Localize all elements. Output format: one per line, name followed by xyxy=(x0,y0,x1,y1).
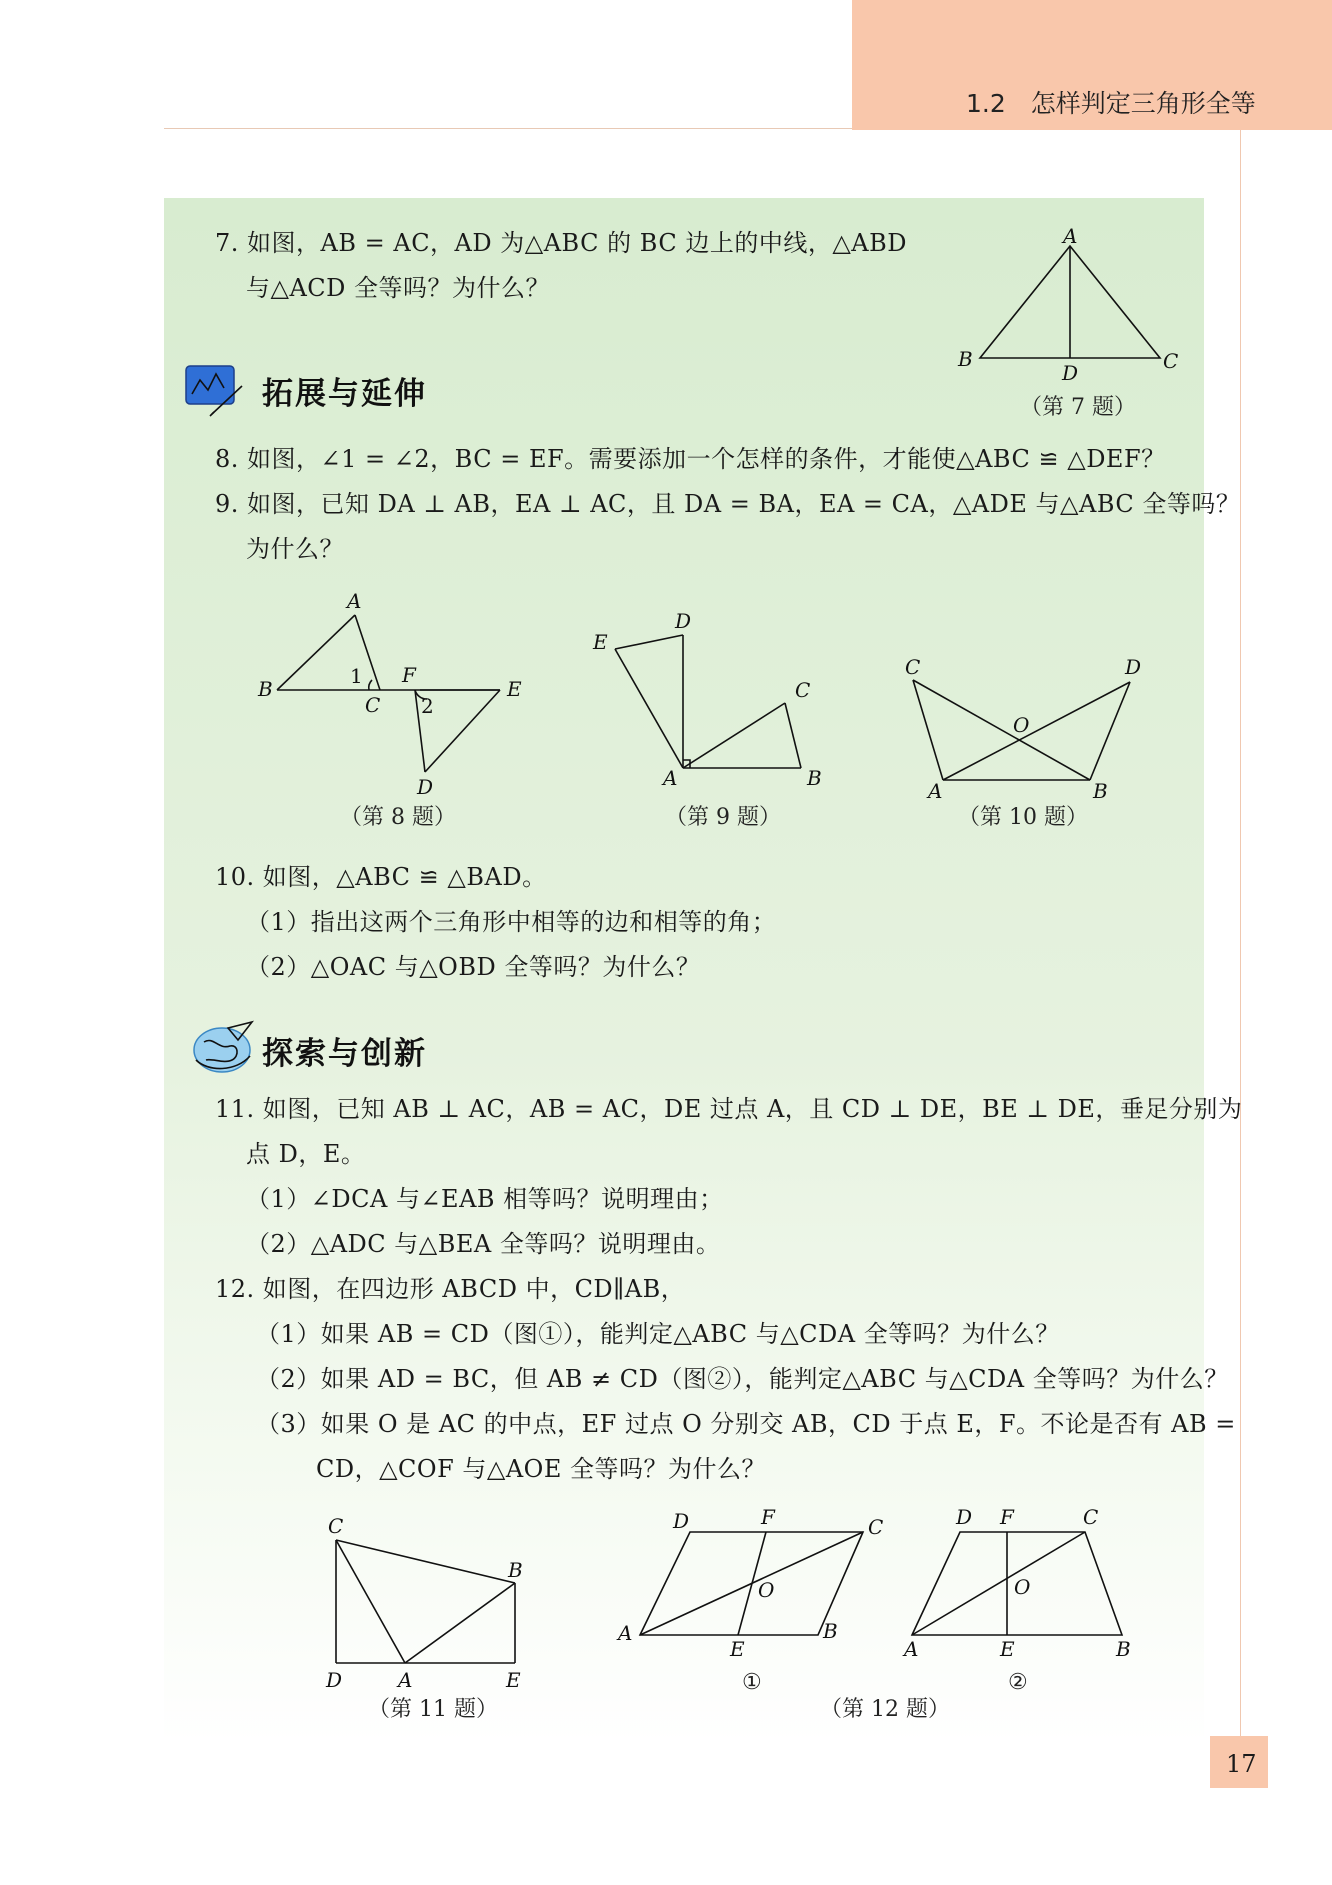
fig7-label-D: D xyxy=(1062,361,1079,385)
problem-7-line-2: 与△ACD 全等吗？为什么？ xyxy=(246,274,551,302)
figure-12-1 xyxy=(618,1505,888,1661)
globe-plane-icon xyxy=(186,1020,256,1076)
problem-12-sub-1: （1）如果 AB = CD（图①），能判定△ABC 与△CDA 全等吗？为什么？ xyxy=(256,1320,1060,1348)
fig10-caption: （第 10 题） xyxy=(958,805,1088,830)
fig12a-label-C: C xyxy=(868,1515,884,1539)
fig9-label-D: D xyxy=(675,609,692,633)
problem-11-sub-2: （2）△ADC 与△BEA 全等吗？说明理由。 xyxy=(246,1230,721,1258)
problem-10-line-1: 10. 如图，△ABC ≌ △BAD。 xyxy=(215,863,547,891)
fig8-caption: （第 8 题） xyxy=(340,805,456,830)
figure-10 xyxy=(895,650,1155,803)
fig12-sub2-caption: ② xyxy=(1008,1670,1028,1695)
fig9-label-C: C xyxy=(795,678,811,702)
fig12a-label-O: O xyxy=(758,1578,775,1602)
problem-9-line-2: 为什么？ xyxy=(246,535,344,563)
problem-11-sub-1: （1）∠DCA 与∠EAB 相等吗？说明理由； xyxy=(246,1185,724,1213)
fig9-label-A: A xyxy=(663,766,678,790)
figure-9 xyxy=(585,605,845,795)
fig12b-label-O: O xyxy=(1014,1575,1031,1599)
margin-rule xyxy=(1240,130,1241,1750)
problem-12-line-1: 12. 如图，在四边形 ABCD 中，CD∥AB， xyxy=(215,1275,686,1303)
problem-9-line-1: 9. 如图，已知 DA ⊥ AB，EA ⊥ AC，且 DA = BA，EA = CA，△ADE 与△ABC 全等吗？ xyxy=(215,490,1241,518)
fig12b-label-C: C xyxy=(1083,1505,1099,1529)
problem-11-line-2: 点 D，E。 xyxy=(246,1140,366,1168)
fig12b-label-A: A xyxy=(904,1637,919,1661)
header-rule xyxy=(164,128,852,129)
problem-7-line-1: 7. 如图，AB = AC，AD 为△ABC 的 BC 边上的中线，△ABD xyxy=(215,229,907,257)
fig8-label-A: A xyxy=(347,589,362,613)
fig12a-label-F: F xyxy=(761,1505,775,1529)
fig11-label-D: D xyxy=(326,1668,343,1692)
fig8-label-E: E xyxy=(507,677,522,701)
fig10-label-B: B xyxy=(1093,779,1108,803)
fig10-label-A: A xyxy=(928,779,943,803)
figure-11 xyxy=(320,1515,550,1695)
fig11-label-B: B xyxy=(508,1558,523,1582)
figure-12-2 xyxy=(900,1505,1140,1661)
fig12b-label-F: F xyxy=(1000,1505,1014,1529)
fig11-caption: （第 11 题） xyxy=(368,1697,498,1722)
problem-11-line-1: 11. 如图，已知 AB ⊥ AC，AB = AC，DE 过点 A，且 CD ⊥ DE，BE ⊥ DE，垂足分别为 xyxy=(215,1095,1243,1123)
fig8-label-C: C xyxy=(365,693,381,717)
fig12b-label-E: E xyxy=(1000,1637,1015,1661)
figure-7 xyxy=(955,224,1179,385)
figure-8 xyxy=(255,590,535,800)
fig10-label-O: O xyxy=(1013,713,1030,737)
fig12a-label-B: B xyxy=(823,1619,838,1643)
section-explore-title: 探索与创新 xyxy=(262,1036,427,1072)
page-number: 17 xyxy=(1226,1750,1257,1778)
problem-12-sub-2: （2）如果 AD = BC，但 AB ≠ CD（图②），能判定△ABC 与△CDA 全等吗？为什么？ xyxy=(256,1365,1229,1393)
fig11-label-A: A xyxy=(398,1668,413,1692)
pencil-chart-icon xyxy=(182,362,252,420)
fig10-label-D: D xyxy=(1125,655,1142,679)
fig9-label-E: E xyxy=(593,630,608,654)
fig12-sub1-caption: ① xyxy=(742,1670,762,1695)
fig7-label-A: A xyxy=(1063,224,1078,248)
problem-10-sub-1: （1）指出这两个三角形中相等的边和相等的角； xyxy=(246,908,777,936)
fig12a-label-A: A xyxy=(618,1621,633,1645)
fig11-label-E: E xyxy=(506,1668,521,1692)
fig7-caption: （第 7 题） xyxy=(1020,395,1136,420)
fig7-label-C: C xyxy=(1163,349,1179,373)
problem-8: 8. 如图，∠1 = ∠2，BC = EF。需要添加一个怎样的条件，才能使△ABC ≌ △DEF？ xyxy=(215,445,1166,473)
problem-10-sub-2: （2）△OAC 与△OBD 全等吗？为什么？ xyxy=(246,953,701,981)
fig12a-label-D: D xyxy=(673,1509,690,1533)
fig8-label-D: D xyxy=(417,775,434,799)
fig11-label-C: C xyxy=(328,1514,344,1538)
fig9-caption: （第 9 题） xyxy=(665,805,781,830)
problem-12-sub-3-line-2: CD，△COF 与△AOE 全等吗？为什么？ xyxy=(316,1455,766,1483)
section-title: 1.2 怎样判定三角形全等 xyxy=(966,89,1256,118)
fig12b-label-B: B xyxy=(1116,1637,1131,1661)
fig8-label-B: B xyxy=(258,677,273,701)
fig8-label-1: 1 xyxy=(350,664,363,688)
fig12b-label-D: D xyxy=(956,1505,973,1529)
fig9-label-B: B xyxy=(807,766,822,790)
fig10-label-C: C xyxy=(905,655,921,679)
fig12-caption: （第 12 题） xyxy=(820,1697,950,1722)
section-extend-title: 拓展与延伸 xyxy=(262,376,427,412)
fig12a-label-E: E xyxy=(730,1637,745,1661)
fig7-label-B: B xyxy=(958,347,973,371)
fig8-label-2: 2 xyxy=(421,694,434,718)
problem-12-sub-3-line-1: （3）如果 O 是 AC 的中点，EF 过点 O 分别交 AB，CD 于点 E，F。不论是否有 AB = xyxy=(256,1410,1236,1438)
fig8-label-F: F xyxy=(402,663,416,687)
